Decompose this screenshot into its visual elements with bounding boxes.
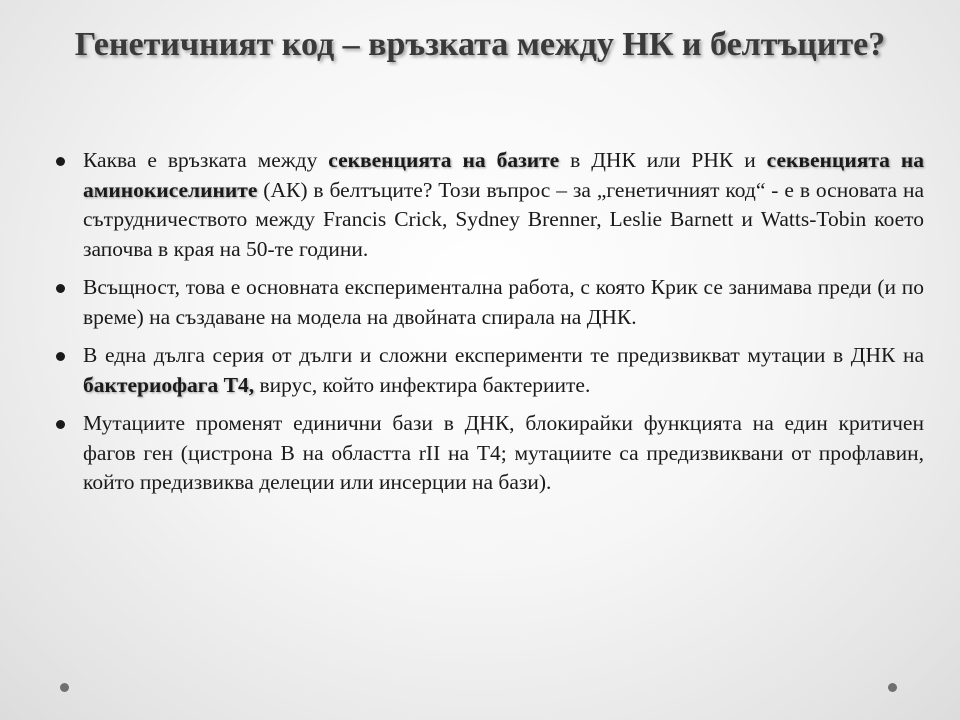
decorative-dot-right-icon: [888, 683, 897, 692]
bullet-text: Каква е връзката между: [83, 148, 329, 172]
bullet-text: (АК) в белтъците? Този въпрос – за „генетичният код“ - е в основата на сътрудничеството между Francis Crick, Sydney Brenner, Leslie Barnett и Watts-Tobin което започва в края на 50-те години.: [83, 177, 924, 261]
decorative-dot-left-icon: [60, 683, 69, 692]
bullet-item: [56, 146, 924, 264]
highlight-term: бактериофага Т4,: [83, 372, 255, 397]
bullet-dot-icon: [56, 352, 65, 361]
bullet-text: Мутациите променят единични бази в ДНК, блокирайки функцията на един критичен фагов ген (цистрона В на областта rII на Т4; мутациите са предизвиквани от профлавин, който предизвиква делеции или инсерции на бази).: [83, 411, 924, 494]
bullet-item: [56, 273, 924, 332]
highlight-term: секвенцията на базите: [328, 148, 560, 172]
bullet-dot-icon: [56, 157, 65, 166]
bullet-dot-icon: [56, 420, 65, 429]
bullet-text: вирус, който инфектира бактериите.: [254, 372, 591, 397]
bullet-text: Всъщност, това е основната експериментална работа, с която Крик се занимава преди (и по време) на създаване на модела на двойната спирала на ДНК.: [83, 275, 924, 329]
bullet-list: [56, 146, 924, 507]
bullet-item: [56, 409, 924, 498]
bullet-dot-icon: [56, 284, 65, 293]
bullet-item: [56, 341, 924, 400]
bullet-text: В една дълга серия от дълги и сложни експерименти те предизвикват мутации в ДНК на: [83, 343, 924, 367]
slide-title: Генетичният код – връзката между НК и белтъците?: [74, 26, 886, 63]
highlight-term: секвенцията на аминокиселините: [83, 148, 924, 202]
bullet-text: в ДНК или РНК и: [559, 148, 767, 172]
